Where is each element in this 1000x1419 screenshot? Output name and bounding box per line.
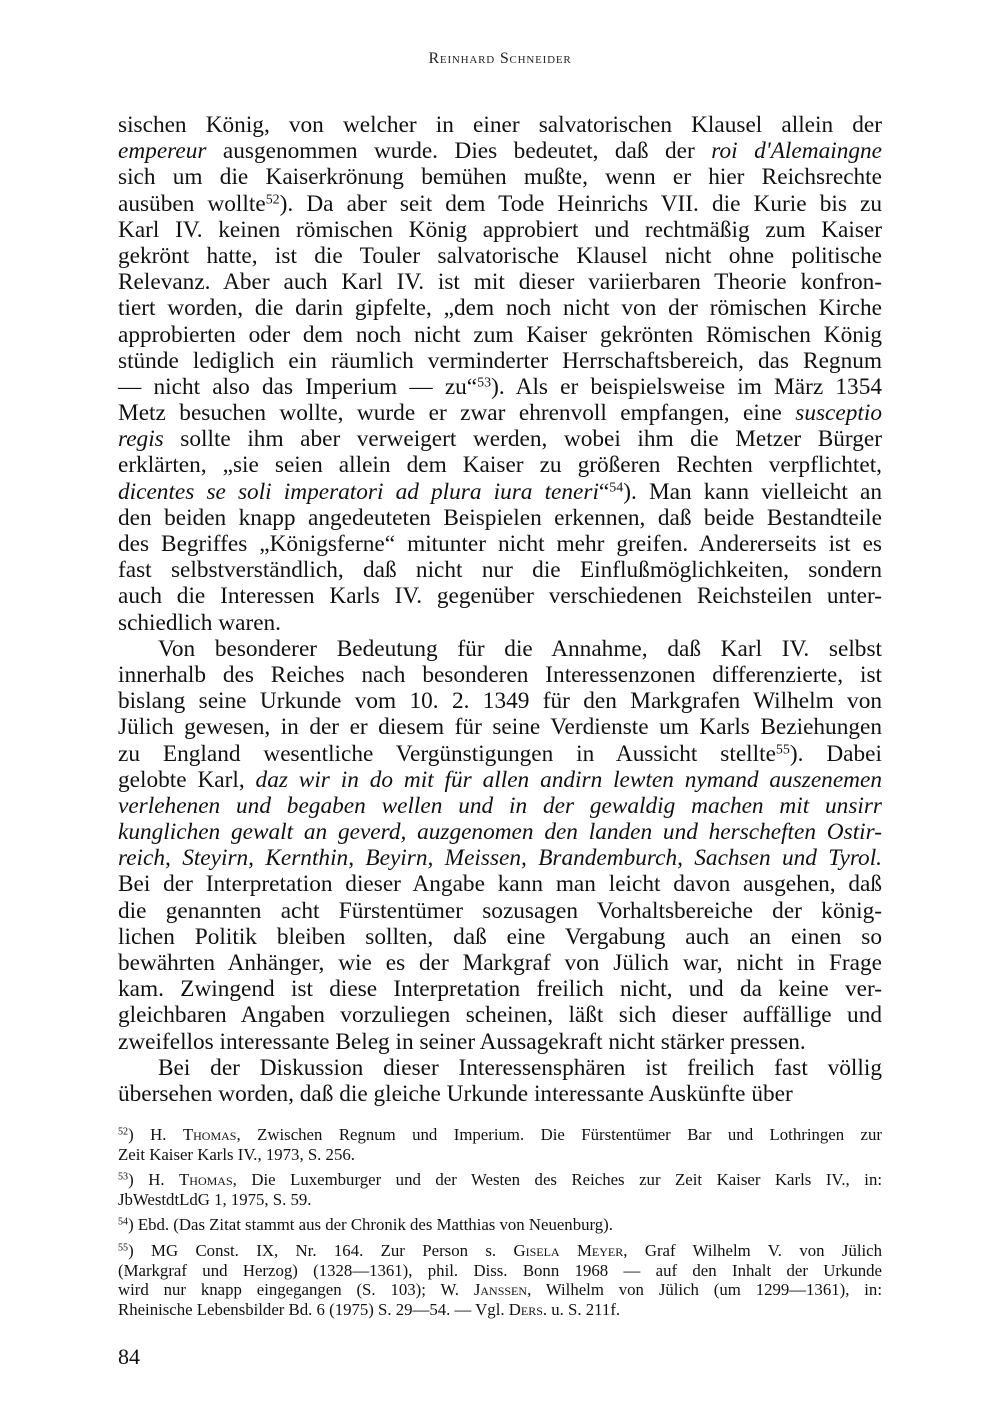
text-line: tiert worden, die darin gipfelte, „dem noch nicht von der römischen Kirche	[118, 295, 882, 322]
text-line: bislang seine Urkunde vom 10. 2. 1349 für den Markgrafen Wilhelm von	[118, 688, 882, 715]
text-line: — nicht also das Imperium — zu“$^{53}$). Als er beispielsweise im März 1354	[118, 373, 882, 400]
text-line: kam. Zwingend ist diese Interpretation freilich nicht, und da keine ver-	[118, 976, 882, 1003]
text-line: kunglichen gewalt an geverd, auzgenomen den landen und herscheften Ostir-	[118, 819, 882, 846]
text-line: schiedlich waren.	[118, 609, 282, 636]
text-line: approbierten oder dem noch nicht zum Kaiser gekrönten Römischen König	[118, 321, 882, 348]
footnote-line: (Markgraf und Herzog) (1328—1361), phil. Diss. Bonn 1968 — auf den Inhalt der Urkunde	[118, 1260, 882, 1280]
text-line: regis sollte ihm aber verweigert werden, wobei ihm die Metzer Bürger	[118, 426, 882, 453]
text-line: reich, Steyirn, Kernthin, Beyirn, Meissen, Brandemburch, Sachsen und Tyrol.	[118, 845, 882, 872]
text-line: Karl IV. keinen römischen König approbiert und rechtmäßig zum Kaiser	[118, 216, 882, 243]
text-line: gekrönt hatte, ist die Touler salvatorische Klausel nicht ohne politische	[118, 242, 882, 269]
text-line: gelobte Karl, daz wir in do mit für allen andirn lewten nymand auszenemen	[118, 766, 882, 793]
text-line: ausüben wollte$^{52}$). Da aber seit dem Tode Heinrichs VII. die Kurie bis zu	[118, 190, 882, 217]
text-line: innerhalb des Reiches nach besonderen Interessenzonen differenzierte, ist	[118, 661, 882, 688]
text-line: stünde lediglich ein räumlich verminderter Herrschaftsbereich, das Regnum	[118, 347, 882, 374]
text-line: den beiden knapp angedeuteten Beispielen erkennen, daß beide Bestandteile	[118, 504, 882, 531]
page-number: 84	[118, 1344, 140, 1369]
text-line: auch die Interessen Karls IV. gegenüber verschiedenen Reichsteilen unter-	[118, 583, 882, 610]
text-line: gleichbaren Angaben vorzuliegen scheinen, läßt sich dieser auffällige und	[118, 1002, 882, 1029]
footnotes	[118, 1125, 882, 1319]
footnote-line: Zeit Kaiser Karls IV., 1973, S. 256.	[118, 1144, 355, 1164]
text-line: verlehenen und begaben wellen und in der gewaldig machen mit unsirr	[118, 792, 882, 819]
text-line: Bei der Diskussion dieser Interessensphären ist freilich fast völlig	[158, 1054, 882, 1081]
text-line: dicentes se soli imperatori ad plura iura teneri“$^{54}$). Man kann vielleicht an	[118, 478, 882, 505]
footnote-line: $^{52}$) H. Thomas, Zwischen Regnum und Imperium. Die Fürstentümer Bar und Lothringen zur	[118, 1125, 882, 1144]
text-line: die genannten acht Fürstentümer sozusagen Vorhaltsbereiche der könig-	[118, 897, 882, 924]
text-line: Metz besuchen wollte, wurde er zwar ehrenvoll empfangen, eine susceptio	[118, 400, 882, 427]
footnote-line: $^{55}$) MG Const. IX, Nr. 164. Zur Person s. Gisela Meyer, Graf Wilhelm V. von Jülich	[118, 1240, 882, 1260]
text-line: bewährten Anhänger, wie es der Markgraf von Jülich war, nicht in Frage	[118, 950, 882, 976]
text-line: übersehen worden, daß die gleiche Urkunde interessante Auskünfte über	[118, 1080, 793, 1107]
text-line: des Begriffes „Königsferne“ mitunter nicht mehr greifen. Andererseits ist es	[118, 531, 882, 557]
text-line: lichen Politik bleiben sollten, daß eine Vergabung auch an einen so	[118, 923, 882, 950]
text-line: Relevanz. Aber auch Karl IV. ist mit dieser variierbaren Theorie konfron-	[118, 269, 882, 296]
footnote-line: Rheinische Lebensbilder Bd. 6 (1975) S. 29—54. — Vgl. Ders. u. S. 211f.	[118, 1299, 621, 1319]
footnote-line: $^{54}$) Ebd. (Das Zitat stammt aus der Chronik des Matthias von Neuenburg).	[118, 1215, 613, 1235]
footnote-line: JbWestdtLdG 1, 1975, S. 59.	[118, 1189, 312, 1209]
text-line: sich um die Kaiserkrönung bemühen mußte, wenn er hier Reichsrechte	[118, 164, 882, 191]
running-head: Reinhard Schneider	[428, 50, 572, 67]
text-line: sischen König, von welcher in einer salvatorischen Klausel allein der	[118, 112, 882, 138]
footnote-line: $^{53}$) H. Thomas, Die Luxemburger und der Westen des Reiches zur Zeit Kaiser Karls IV., in:	[118, 1170, 882, 1190]
text-line: Von besonderer Bedeutung für die Annahme, daß Karl IV. selbst	[158, 635, 882, 662]
main-text	[118, 112, 882, 1107]
text-line: erklärten, „sie seien allein dem Kaiser zu größeren Rechten verpflichtet,	[118, 452, 882, 479]
footnote-line: wird nur knapp eingegangen (S. 103); W. Janssen, Wilhelm von Jülich (um 1299—1361), in:	[118, 1280, 882, 1300]
text-line: fast selbstverständlich, daß nicht nur die Einflußmöglichkeiten, sondern	[118, 557, 882, 584]
text-line: empereur ausgenommen wurde. Dies bedeutet, daß der roi d'Alemaingne	[118, 138, 882, 165]
text-line: Bei der Interpretation dieser Angabe kann man leicht davon ausgehen, daß	[118, 871, 882, 898]
text-line: Jülich gewesen, in der er diesem für seine Verdienste um Karls Beziehungen	[118, 714, 882, 741]
text-line: zu England wesentliche Vergünstigungen in Aussicht stellte$^{55}$). Dabei	[118, 740, 882, 767]
text-line: zweifellos interessante Beleg in seiner Aussagekraft nicht stärker pressen.	[118, 1028, 806, 1055]
